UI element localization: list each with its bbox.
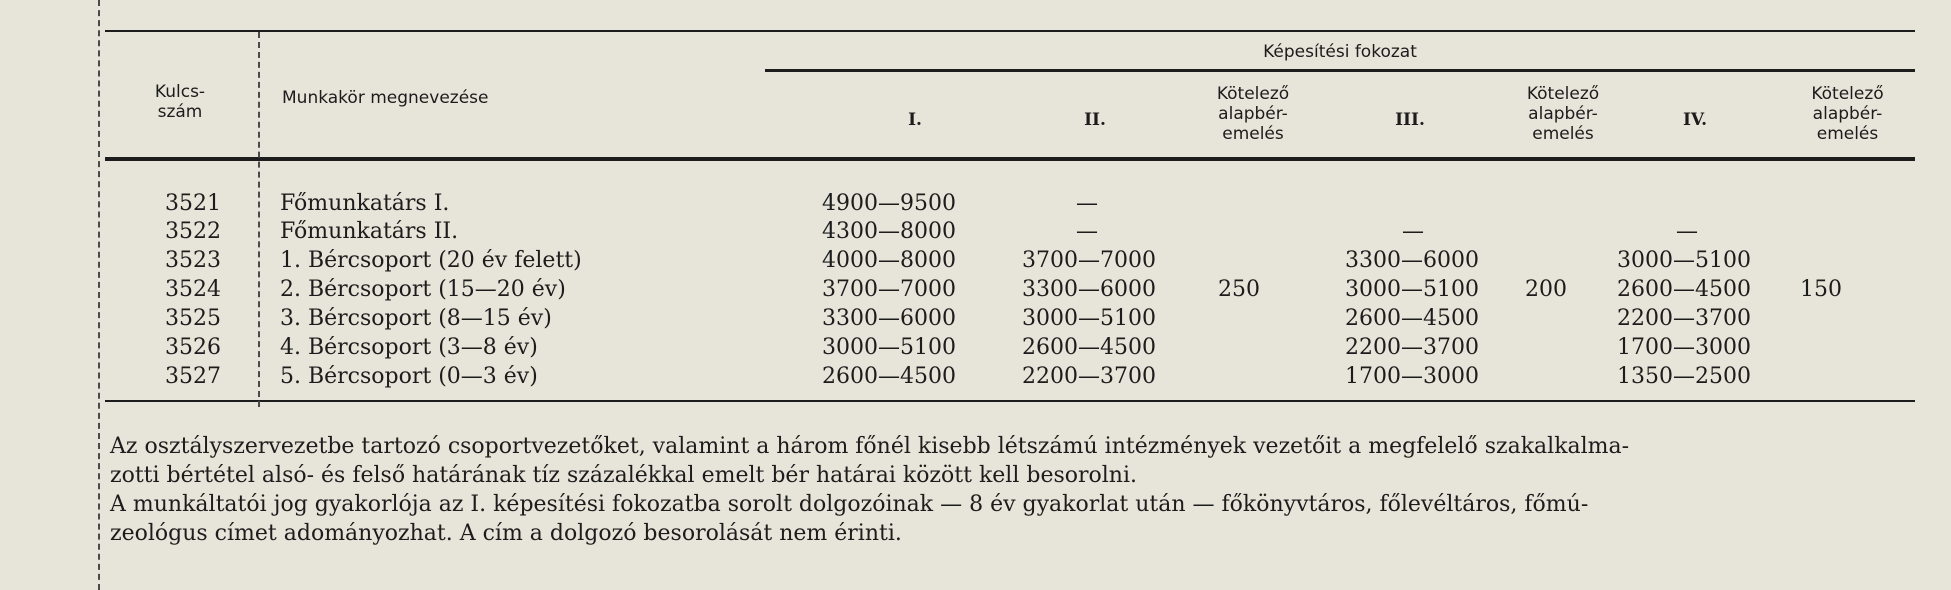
row-raise-1: 250 (1218, 277, 1260, 302)
row-key: 3523 (165, 248, 221, 273)
row-grade-4: 1350—2500 (1617, 364, 1751, 389)
table-bottom-rule (105, 400, 1915, 402)
row-grade-2: 3000—5100 (1022, 306, 1156, 331)
row-grade-3: — (1402, 219, 1424, 244)
row-grade-2: 3700—7000 (1022, 248, 1156, 273)
row-name: 1. Bércsoport (20 év felett) (280, 248, 582, 273)
row-grade-1: 3300—6000 (822, 306, 956, 331)
row-grade-1: 3000—5100 (822, 335, 956, 360)
row-key: 3526 (165, 335, 221, 360)
row-grade-2: 3300—6000 (1022, 277, 1156, 302)
row-grade-3: 3300—6000 (1345, 248, 1479, 273)
row-grade-4: 1700—3000 (1617, 335, 1751, 360)
group-header-rule (765, 69, 1915, 72)
row-grade-1: 4000—8000 (822, 248, 956, 273)
row-grade-1: 3700—7000 (822, 277, 956, 302)
row-key: 3525 (165, 306, 221, 331)
page-margin-line (98, 0, 100, 590)
header-key: Kulcs- szám (154, 82, 206, 122)
row-key: 3527 (165, 364, 221, 389)
row-grade-4: 2200—3700 (1617, 306, 1751, 331)
row-grade-3: 1700—3000 (1345, 364, 1479, 389)
row-grade-2: 2600—4500 (1022, 335, 1156, 360)
header-raise-2: Kötelező alapbér- emelés (1526, 84, 1600, 144)
row-name: Főmunkatárs I. (280, 191, 450, 216)
note-line: Az osztályszervezetbe tartozó csoportvezetőket, valamint a három főnél kisebb létszámú intézmények vezetőit a megfelelő szakalkalma- (110, 434, 1630, 459)
row-name: Főmunkatárs II. (280, 219, 459, 244)
header-grade-2: II. (1084, 110, 1106, 130)
header-raise-3: Kötelező alapbér- emelés (1811, 84, 1884, 144)
group-header: Képesítési fokozat (1263, 42, 1417, 62)
row-grade-4: 3000—5100 (1617, 248, 1751, 273)
row-key: 3522 (165, 219, 221, 244)
header-grade-3: III. (1395, 110, 1425, 130)
note-line: zotti bértétel alsó- és felső határának tíz százalékkal emelt bér határai között kell besorolni. (110, 463, 1137, 488)
row-key: 3521 (165, 191, 221, 216)
row-grade-3: 2600—4500 (1345, 306, 1479, 331)
header-name: Munkakör megnevezése (282, 88, 489, 108)
note-line: A munkáltatói jog gyakorlója az I. képesítési fokozatba sorolt dolgozóinak — 8 év gyakorlat után — főkönyvtáros, főlevéltáros, főmú- (110, 492, 1589, 517)
row-grade-3: 3000—5100 (1345, 277, 1479, 302)
row-grade-4: — (1676, 219, 1698, 244)
header-bottom-rule (105, 157, 1915, 161)
header-grade-1: I. (908, 110, 922, 130)
row-grade-2: 2200—3700 (1022, 364, 1156, 389)
row-grade-1: 2600—4500 (822, 364, 956, 389)
column-divider (258, 32, 260, 407)
row-raise-3: 150 (1800, 277, 1842, 302)
row-name: 5. Bércsoport (0—3 év) (280, 364, 538, 389)
row-grade-3: 2200—3700 (1345, 335, 1479, 360)
row-grade-1: 4300—8000 (822, 219, 956, 244)
note-line: zeológus címet adományozhat. A cím a dolgozó besorolását nem érinti. (110, 521, 902, 546)
table-top-rule (105, 30, 1915, 32)
row-grade-1: 4900—9500 (822, 191, 956, 216)
row-name: 3. Bércsoport (8—15 év) (280, 306, 552, 331)
row-name: 4. Bércsoport (3—8 év) (280, 335, 538, 360)
row-raise-2: 200 (1525, 277, 1567, 302)
row-key: 3524 (165, 277, 221, 302)
row-grade-2: — (1076, 191, 1098, 216)
header-raise-1: Kötelező alapbér- emelés (1216, 84, 1290, 144)
row-name: 2. Bércsoport (15—20 év) (280, 277, 566, 302)
row-grade-4: 2600—4500 (1617, 277, 1751, 302)
row-grade-2: — (1076, 219, 1098, 244)
header-grade-4: IV. (1682, 110, 1708, 130)
